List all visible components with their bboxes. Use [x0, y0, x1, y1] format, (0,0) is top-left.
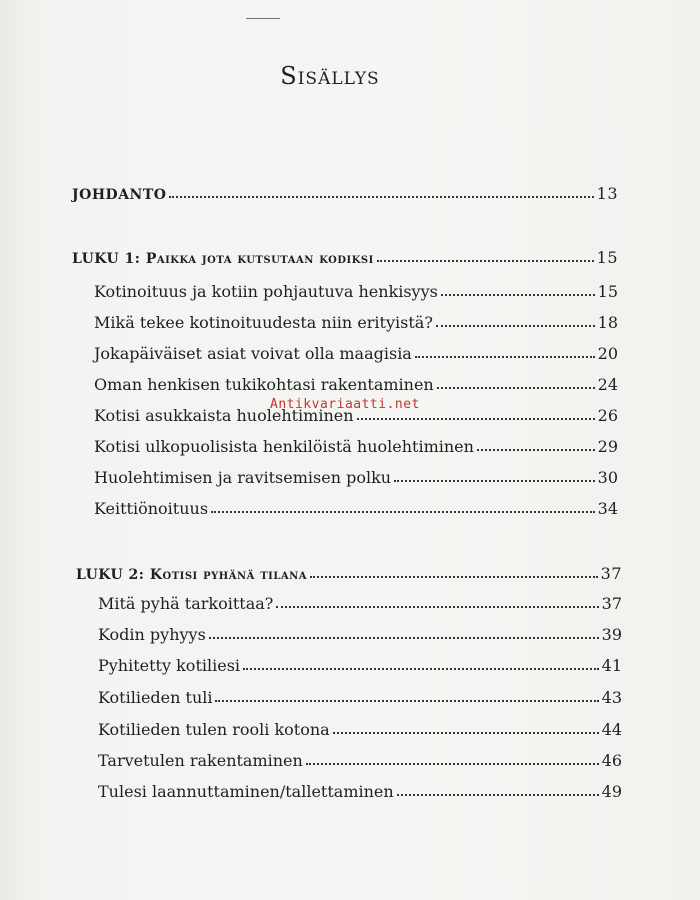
toc-page-number: 44 [601, 720, 622, 739]
leader-dots [310, 576, 598, 578]
toc-page-number: 29 [597, 437, 618, 456]
leader-dots [357, 418, 595, 420]
toc-page-number: 37 [600, 564, 622, 583]
toc-label: Oman henkisen tukikohtasi rakentaminen [94, 375, 434, 394]
toc-page-number: 15 [597, 282, 618, 301]
toc-label: LUKU 1: Paikka jota kutsutaan kodiksi [72, 251, 374, 267]
toc-entry [98, 751, 622, 770]
toc-label: Huolehtimisen ja ravitsemisen polku [94, 468, 392, 487]
toc-page-number: 18 [597, 313, 618, 332]
toc-page-number: 20 [597, 344, 618, 363]
leader-dots [276, 606, 598, 608]
toc-label: Pyhitetty kotiliesi [98, 656, 241, 675]
toc-label: Kodin pyhyys [98, 625, 206, 644]
toc-label: Tarvetulen rakentaminen [98, 751, 303, 770]
leader-dots [333, 732, 599, 734]
toc-page-number: 41 [601, 656, 622, 675]
toc-page-number: 43 [601, 688, 622, 707]
toc-entry [94, 344, 618, 363]
page-title: Sisällys [280, 62, 380, 90]
toc-page-number: 15 [596, 248, 618, 267]
toc-entry [94, 499, 618, 518]
toc-entry [98, 688, 622, 707]
toc-entry [98, 594, 622, 613]
toc-page-number: 39 [601, 625, 622, 644]
leader-dots [397, 794, 599, 796]
toc-label: Tulesi laannuttaminen/tallettaminen [98, 782, 394, 801]
watermark-text: Antikvariaatti.net [270, 397, 420, 412]
toc-label: Kotisi asukkaista huolehtiminen [94, 406, 354, 425]
leader-dots [215, 700, 598, 702]
leader-dots [211, 511, 595, 513]
toc-entry [94, 313, 618, 332]
page-edge-mark [246, 18, 280, 19]
leader-dots [377, 260, 594, 262]
toc-page-number: 37 [601, 594, 622, 613]
toc-entry [94, 468, 618, 487]
leader-dots [477, 449, 595, 451]
toc-entry [94, 375, 618, 394]
toc-entry-chapter-2 [76, 564, 622, 583]
toc-label: Kotisi ulkopuolisista henkilöistä huolehtiminen [94, 437, 474, 456]
leader-dots [436, 325, 595, 327]
toc-label: Kotilieden tuli [98, 688, 213, 707]
toc-page-number: 34 [597, 499, 618, 518]
toc-entry [98, 782, 622, 801]
toc-page-number: 24 [597, 375, 618, 394]
toc-label: Kotinoituus ja kotiin pohjautuva henkisyys [94, 282, 438, 301]
toc-label: Kotilieden tulen rooli kotona [98, 720, 330, 739]
leader-dots [441, 294, 595, 296]
toc-label: LUKU 2: Kotisi pyhänä tilana [76, 567, 308, 583]
toc-page-number: 26 [597, 406, 618, 425]
toc-entry-chapter-1 [72, 248, 618, 267]
toc-entry [98, 720, 622, 739]
leader-dots [437, 387, 595, 389]
leader-dots [169, 196, 593, 198]
leader-dots [415, 356, 595, 358]
toc-label: Mikä tekee kotinoituudesta niin erityistä? [94, 313, 433, 332]
leader-dots [306, 763, 599, 765]
leader-dots [209, 637, 599, 639]
toc-page-number: 30 [597, 468, 618, 487]
toc-entry-introduction [72, 184, 618, 203]
toc-page-number: 49 [601, 782, 622, 801]
leader-dots [243, 668, 599, 670]
toc-label: Mitä pyhä tarkoittaa? [98, 594, 274, 613]
toc-page-number: 13 [596, 184, 618, 203]
toc-label: Keittiönoituus [94, 499, 209, 518]
leader-dots [394, 480, 595, 482]
toc-entry [94, 282, 618, 301]
toc-page-number: 46 [601, 751, 622, 770]
toc-entry [98, 625, 622, 644]
toc-entry [94, 437, 618, 456]
toc-label: JOHDANTO [72, 187, 167, 203]
toc-entry [98, 656, 622, 675]
toc-label: Jokapäiväiset asiat voivat olla maagisia [94, 344, 412, 363]
